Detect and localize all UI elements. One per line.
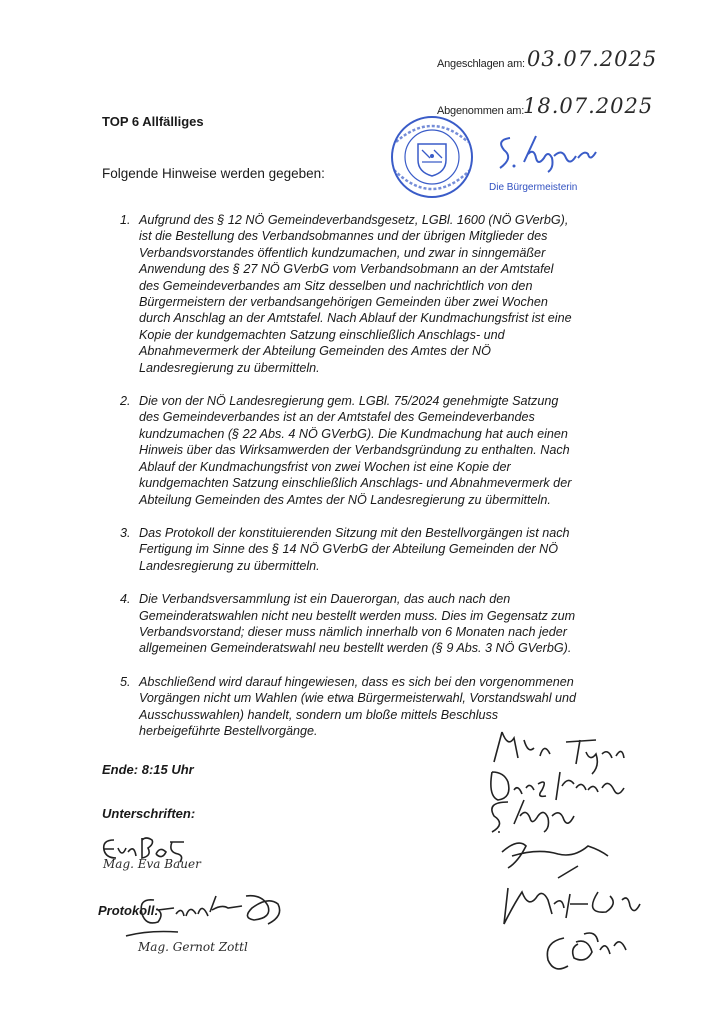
protocol-label: Protokoll: bbox=[98, 903, 159, 918]
item-text-line: Gemeinderatswahlen nicht neu bestellt werden muss. Dies im Gegensatz zum bbox=[139, 608, 576, 623]
item-text-line: kundzumachen (§ 22 Abs. 4 NÖ GVerbG). Die Kundmachung hat auch einen bbox=[139, 426, 568, 441]
item-text-line: Landesregierung zu übermitteln. bbox=[139, 558, 320, 573]
stamp-caption: Die Bürgermeisterin bbox=[489, 182, 578, 193]
signature-1 bbox=[494, 732, 624, 774]
item-number: 4. bbox=[120, 592, 131, 607]
end-time: Ende: 8:15 Uhr bbox=[102, 762, 194, 777]
item-text-line: des Gemeindeverbandes ist an der Amtstafel des Gemeindeverbandes bbox=[139, 410, 535, 425]
item-text-line: Die von der NÖ Landesregierung gem. LGBl. 75/2024 genehmigte Satzung bbox=[139, 394, 559, 409]
item-text-line: Bürgermeistern der verbandsangehörigen Gemeinden über zwei Wochen bbox=[139, 295, 548, 310]
item-text-line: Abnahmevermerk der Abteilung Gemeinden des Amtes der NÖ bbox=[139, 344, 491, 359]
seal-icon bbox=[372, 112, 492, 202]
item-text-line: herbeigeführte Bestellvorgänge. bbox=[139, 723, 318, 738]
item-text-line: Aufgrund des § 12 NÖ Gemeindeverbandsgesetz, LGBl. 1600 (NÖ GVerbG), bbox=[139, 213, 569, 227]
item-text-line: Das Protokoll der konstituierenden Sitzung mit den Bestellvorgängen ist nach bbox=[139, 525, 570, 540]
mayor-signature bbox=[492, 128, 602, 176]
signer-printed-name: Mag. Eva Bauer bbox=[103, 857, 201, 871]
item-text-line: allgemeinen Gemeinderatswahl neu bestellt werden (§ 9 Abs. 3 NÖ GVerbG). bbox=[139, 641, 572, 656]
signature-protocol bbox=[118, 884, 298, 944]
item-text-line: Landesregierung zu übermitteln. bbox=[139, 360, 320, 375]
signature-4 bbox=[502, 843, 608, 878]
item-text-line: Ablauf der Kundmachungsfrist von zwei Wochen ist eine Kopie der bbox=[139, 459, 511, 474]
item-number: 2. bbox=[120, 394, 131, 409]
item-text-line: Fertigung im Sinne des § 14 NÖ GVerbG der Abteilung Gemeinden der NÖ bbox=[139, 542, 559, 557]
list-item bbox=[120, 591, 659, 657]
signature-2 bbox=[491, 772, 624, 800]
item-text-line: Abteilung Gemeinden des Amtes der NÖ Landesregierung zu übermitteln. bbox=[139, 492, 551, 507]
list-item bbox=[120, 212, 659, 376]
signature-6 bbox=[547, 933, 626, 969]
item-text-line: Vorgängen nicht um Wahlen (wie etwa Bürgermeisterwahl, Vorstandswahl und bbox=[139, 691, 577, 706]
board-signatures bbox=[478, 728, 678, 988]
list-item bbox=[120, 393, 659, 508]
notice-list bbox=[120, 212, 659, 739]
official-stamp bbox=[372, 112, 492, 202]
item-number: 5. bbox=[120, 674, 131, 689]
posted-date: 03.07.2025 bbox=[527, 47, 658, 71]
item-number: 1. bbox=[120, 213, 131, 227]
item-text-line: kundgemachten Satzung einschließlich Anschlags- und Abnahmevermerk der bbox=[139, 476, 572, 491]
item-text-line: des Gemeindeverbandes am Sitz desselben und nachrichtlich von den bbox=[139, 278, 533, 293]
list-item bbox=[120, 525, 659, 574]
posted-label: Angeschlagen am: bbox=[437, 58, 525, 70]
item-text-line: Abschließend wird darauf hingewiesen, dass es sich bei den vorgenommenen bbox=[139, 674, 574, 689]
item-text-line: ist die Bestellung des Verbandsobmannes und der übrigen Mitglieder des bbox=[139, 229, 548, 244]
removed-label: Abgenommen am: bbox=[437, 105, 525, 117]
item-number: 3. bbox=[120, 525, 131, 540]
item-text-line: Verbandsvorstandes öffentlich kundzumachen, und zwar in sinngemäßer bbox=[139, 245, 546, 260]
item-text-line: Hinweis über das Wirksamwerden der Verbandsgründung zu enthalten. Nach bbox=[139, 443, 570, 458]
item-text-line: Ausschusswahlen) handelt, sondern um bloße mittels Beschluss bbox=[139, 707, 499, 722]
signatures-label: Unterschriften: bbox=[102, 806, 196, 821]
signature-3 bbox=[492, 800, 574, 832]
item-text-line: durch Anschlag an der Amtstafel. Nach Ablauf der Kundmachungsfrist ist eine bbox=[139, 311, 572, 326]
item-text-line: Anwendung des § 27 NÖ GVerbG vom Verbandsobmann an der Amtstafel bbox=[139, 262, 554, 277]
protocol-printed-name: Mag. Gernot Zottl bbox=[138, 940, 248, 954]
section-title: TOP 6 Allfälliges bbox=[102, 114, 204, 129]
item-text-line: Die Verbandsversammlung ist ein Dauerorgan, das auch nach den bbox=[139, 592, 511, 607]
item-text-line: Kopie der kundgemachten Satzung einschließlich Anschlags- und bbox=[139, 327, 505, 342]
intro-text: Folgende Hinweise werden gegeben: bbox=[102, 166, 325, 181]
removed-date: 18.07.2025 bbox=[523, 94, 654, 118]
signature-5 bbox=[504, 888, 640, 924]
item-text-line: Verbandsvorstand; dieser muss nämlich innerhalb von 6 Monaten nach jeder bbox=[139, 624, 567, 639]
